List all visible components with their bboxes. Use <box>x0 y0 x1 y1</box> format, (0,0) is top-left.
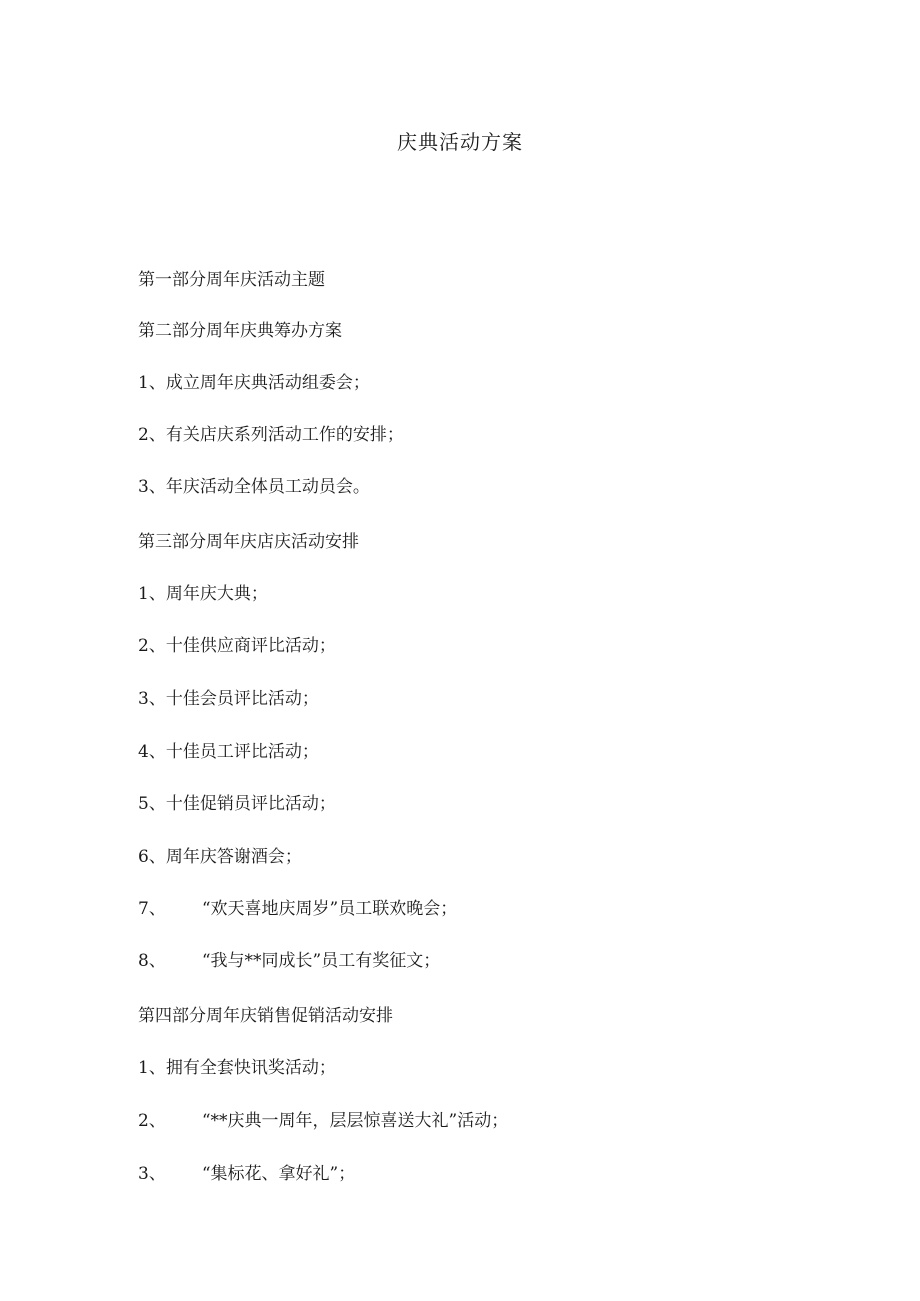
line-text: 第二部分周年庆典筹办方案 <box>138 321 342 341</box>
line-text: 第一部分周年庆活动主题 <box>138 270 325 290</box>
section-heading <box>138 265 325 290</box>
item-number: 2、 <box>138 1111 166 1131</box>
item-number: 6、 <box>138 847 166 867</box>
item-number: 1、 <box>138 1058 166 1078</box>
line-text: 第四部分周年庆销售促销活动安排 <box>138 1006 393 1026</box>
item-number: 2、 <box>138 636 166 656</box>
line-text: 拥有全套快讯奖活动； <box>165 1058 336 1078</box>
line-text: 周年庆答谢酒会； <box>165 847 302 867</box>
item-number: 8、 <box>138 951 166 971</box>
section-heading <box>138 527 359 552</box>
list-item <box>138 368 370 393</box>
list-item <box>138 1106 508 1131</box>
list-item <box>138 842 302 867</box>
item-number: 3、 <box>138 477 166 497</box>
line-text: 十佳供应商评比活动； <box>165 636 336 656</box>
item-number: 4、 <box>138 742 166 762</box>
item-number: 1、 <box>138 584 166 604</box>
line-text: 年庆活动全体员工动员会。 <box>165 477 370 497</box>
item-number: 1、 <box>138 373 166 393</box>
item-number: 3、 <box>138 689 166 709</box>
line-text: 十佳会员评比活动； <box>165 689 319 709</box>
section-heading <box>138 316 342 341</box>
list-item <box>138 946 440 971</box>
list-item <box>138 1159 355 1184</box>
list-item <box>138 1053 336 1078</box>
line-text: “集标花、拿好礼”； <box>201 1164 356 1184</box>
section-heading <box>138 1001 393 1026</box>
list-item <box>138 789 336 814</box>
line-text: “**庆典一周年，层层惊喜送大礼”活动； <box>201 1111 509 1131</box>
item-number: 3、 <box>138 1164 166 1184</box>
list-item <box>138 631 336 656</box>
list-item <box>138 579 268 604</box>
line-text: “我与**同成长”员工有奖征文； <box>201 951 441 971</box>
list-item <box>138 472 370 497</box>
item-number: 2、 <box>138 425 166 445</box>
list-item <box>138 420 404 445</box>
line-text: 第三部分周年庆店庆活动安排 <box>138 532 359 552</box>
item-number: 7、 <box>138 899 166 919</box>
line-text: 周年庆大典； <box>165 584 268 604</box>
line-text: 有关店庆系列活动工作的安排； <box>165 425 404 445</box>
item-number: 5、 <box>138 794 166 814</box>
page-title: 庆典活动方案 <box>397 130 523 154</box>
list-item <box>138 737 319 762</box>
line-text: 成立周年庆典活动组委会； <box>165 373 370 393</box>
line-text: 十佳促销员评比活动； <box>165 794 336 814</box>
line-text: “欢天喜地庆周岁”员工联欢晚会； <box>201 899 458 919</box>
list-item <box>138 684 319 709</box>
list-item <box>138 894 457 919</box>
line-text: 十佳员工评比活动； <box>165 742 319 762</box>
